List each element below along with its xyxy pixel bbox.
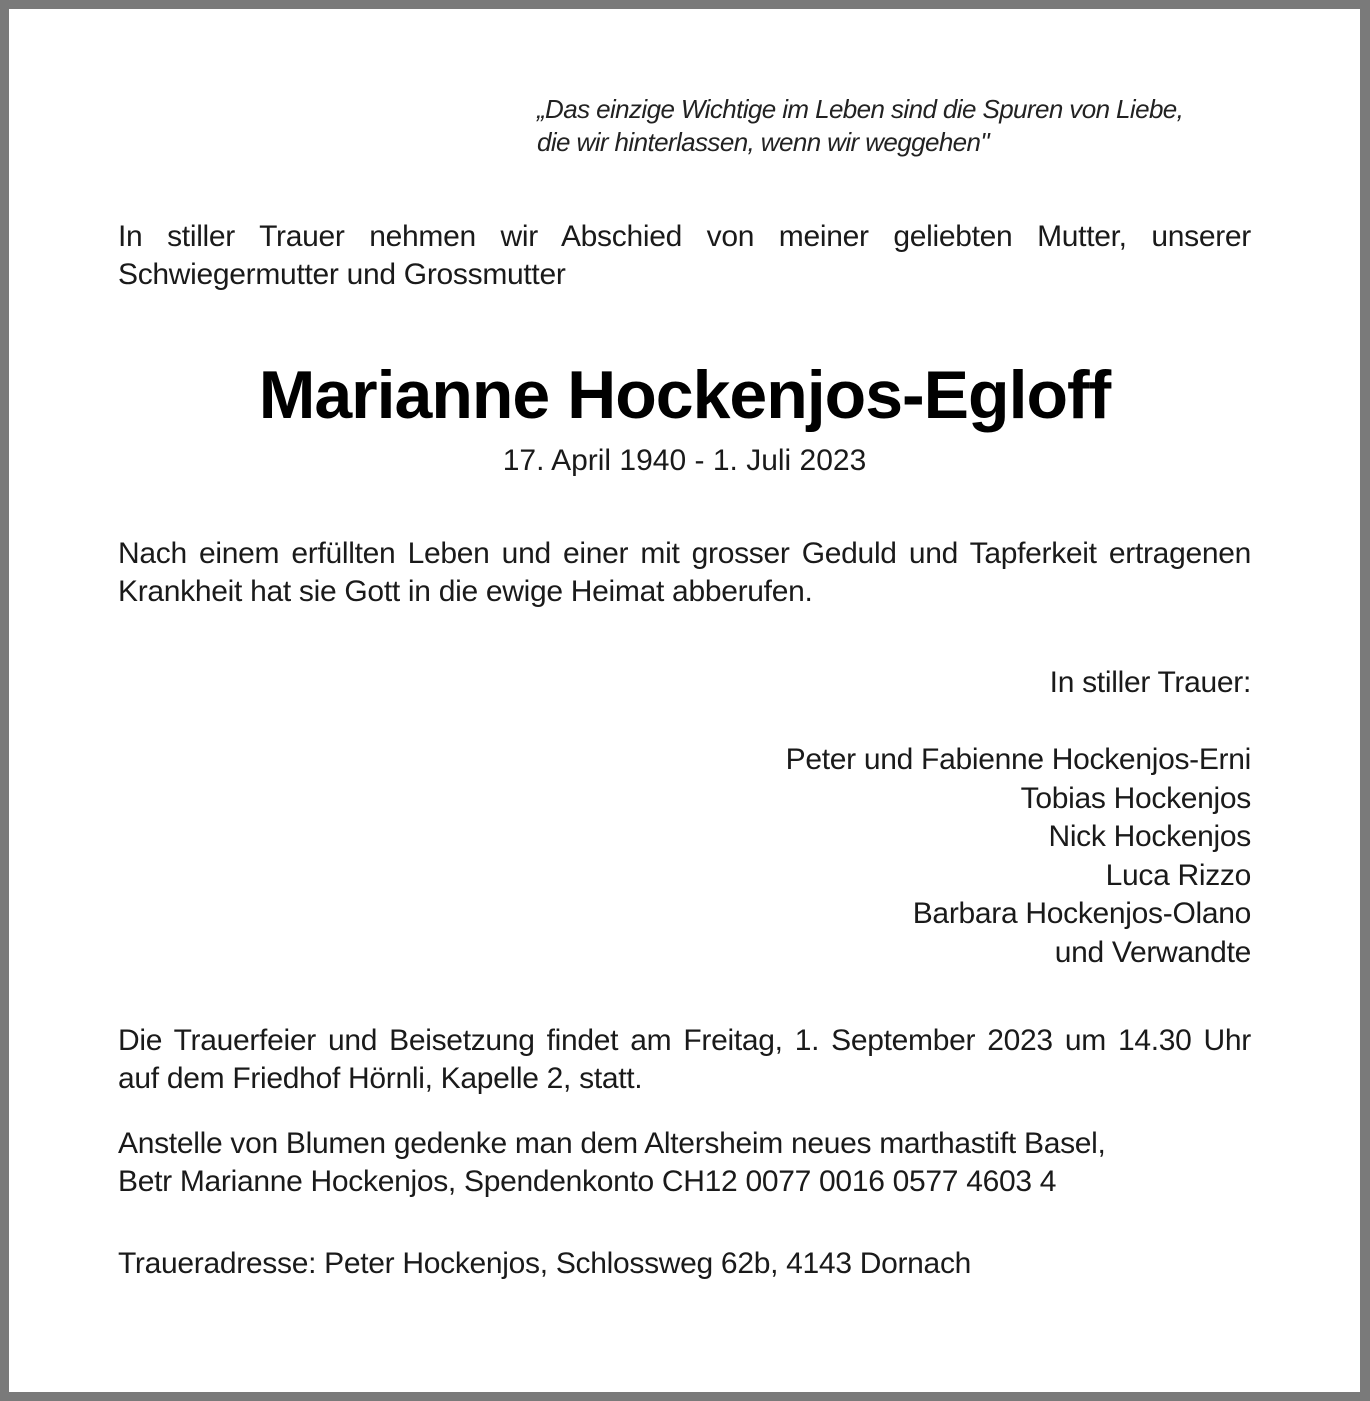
body-text: Nach einem erfüllten Leben und einer mit grosser Geduld und Tapferkeit ertragenen Krankheit hat sie Gott in die ewige Heimat abberufen. <box>118 537 1251 608</box>
donation-line-2: Betr Marianne Hockenjos, Spendenkonto CH12 0077 0016 0577 4603 4 <box>118 1165 1057 1198</box>
mourner-name: Barbara Hockenjos-Olano <box>912 897 1251 930</box>
intro-text: In stiller Trauer nehmen wir Abschied von meiner geliebten Mutter, unserer Schwiegermutter und Grossmutter <box>118 220 1251 291</box>
mourner-name: Nick Hockenjos <box>1048 820 1251 853</box>
epigraph-quote <box>537 93 1257 159</box>
ceremony-info: Die Trauerfeier und Beisetzung findet am Freitag, 1. September 2023 um 14.30 Uhr auf dem Friedhof Hörnli, Kapelle 2, statt. <box>118 1024 1251 1095</box>
life-dates: 17. April 1940 - 1. Juli 2023 <box>502 444 867 477</box>
mourners-list <box>609 741 1251 972</box>
quote-line-1: „Das einzige Wichtige im Leben sind die Spuren von Liebe, <box>537 94 1184 124</box>
mourners-heading: In stiller Trauer: <box>1049 666 1251 699</box>
donation-line-1: Anstelle von Blumen gedenke man dem Altersheim neues marthastift Basel, <box>118 1127 1106 1160</box>
mourning-address: Traueradresse: Peter Hockenjos, Schlossweg 62b, 4143 Dornach <box>118 1247 972 1280</box>
mourner-name: und Verwandte <box>1054 935 1251 969</box>
quote-line-2: die wir hinterlassen, wenn wir weggehen" <box>537 127 990 157</box>
donation-info <box>118 1125 1251 1201</box>
deceased-name: Marianne Hockenjos-Egloff <box>258 357 1111 433</box>
mourner-name: Peter und Fabienne Hockenjos-Erni <box>785 743 1251 776</box>
mourner-name: Luca Rizzo <box>1105 858 1251 892</box>
obituary-page <box>9 9 1360 1392</box>
mourner-name: Tobias Hockenjos <box>1020 781 1251 815</box>
